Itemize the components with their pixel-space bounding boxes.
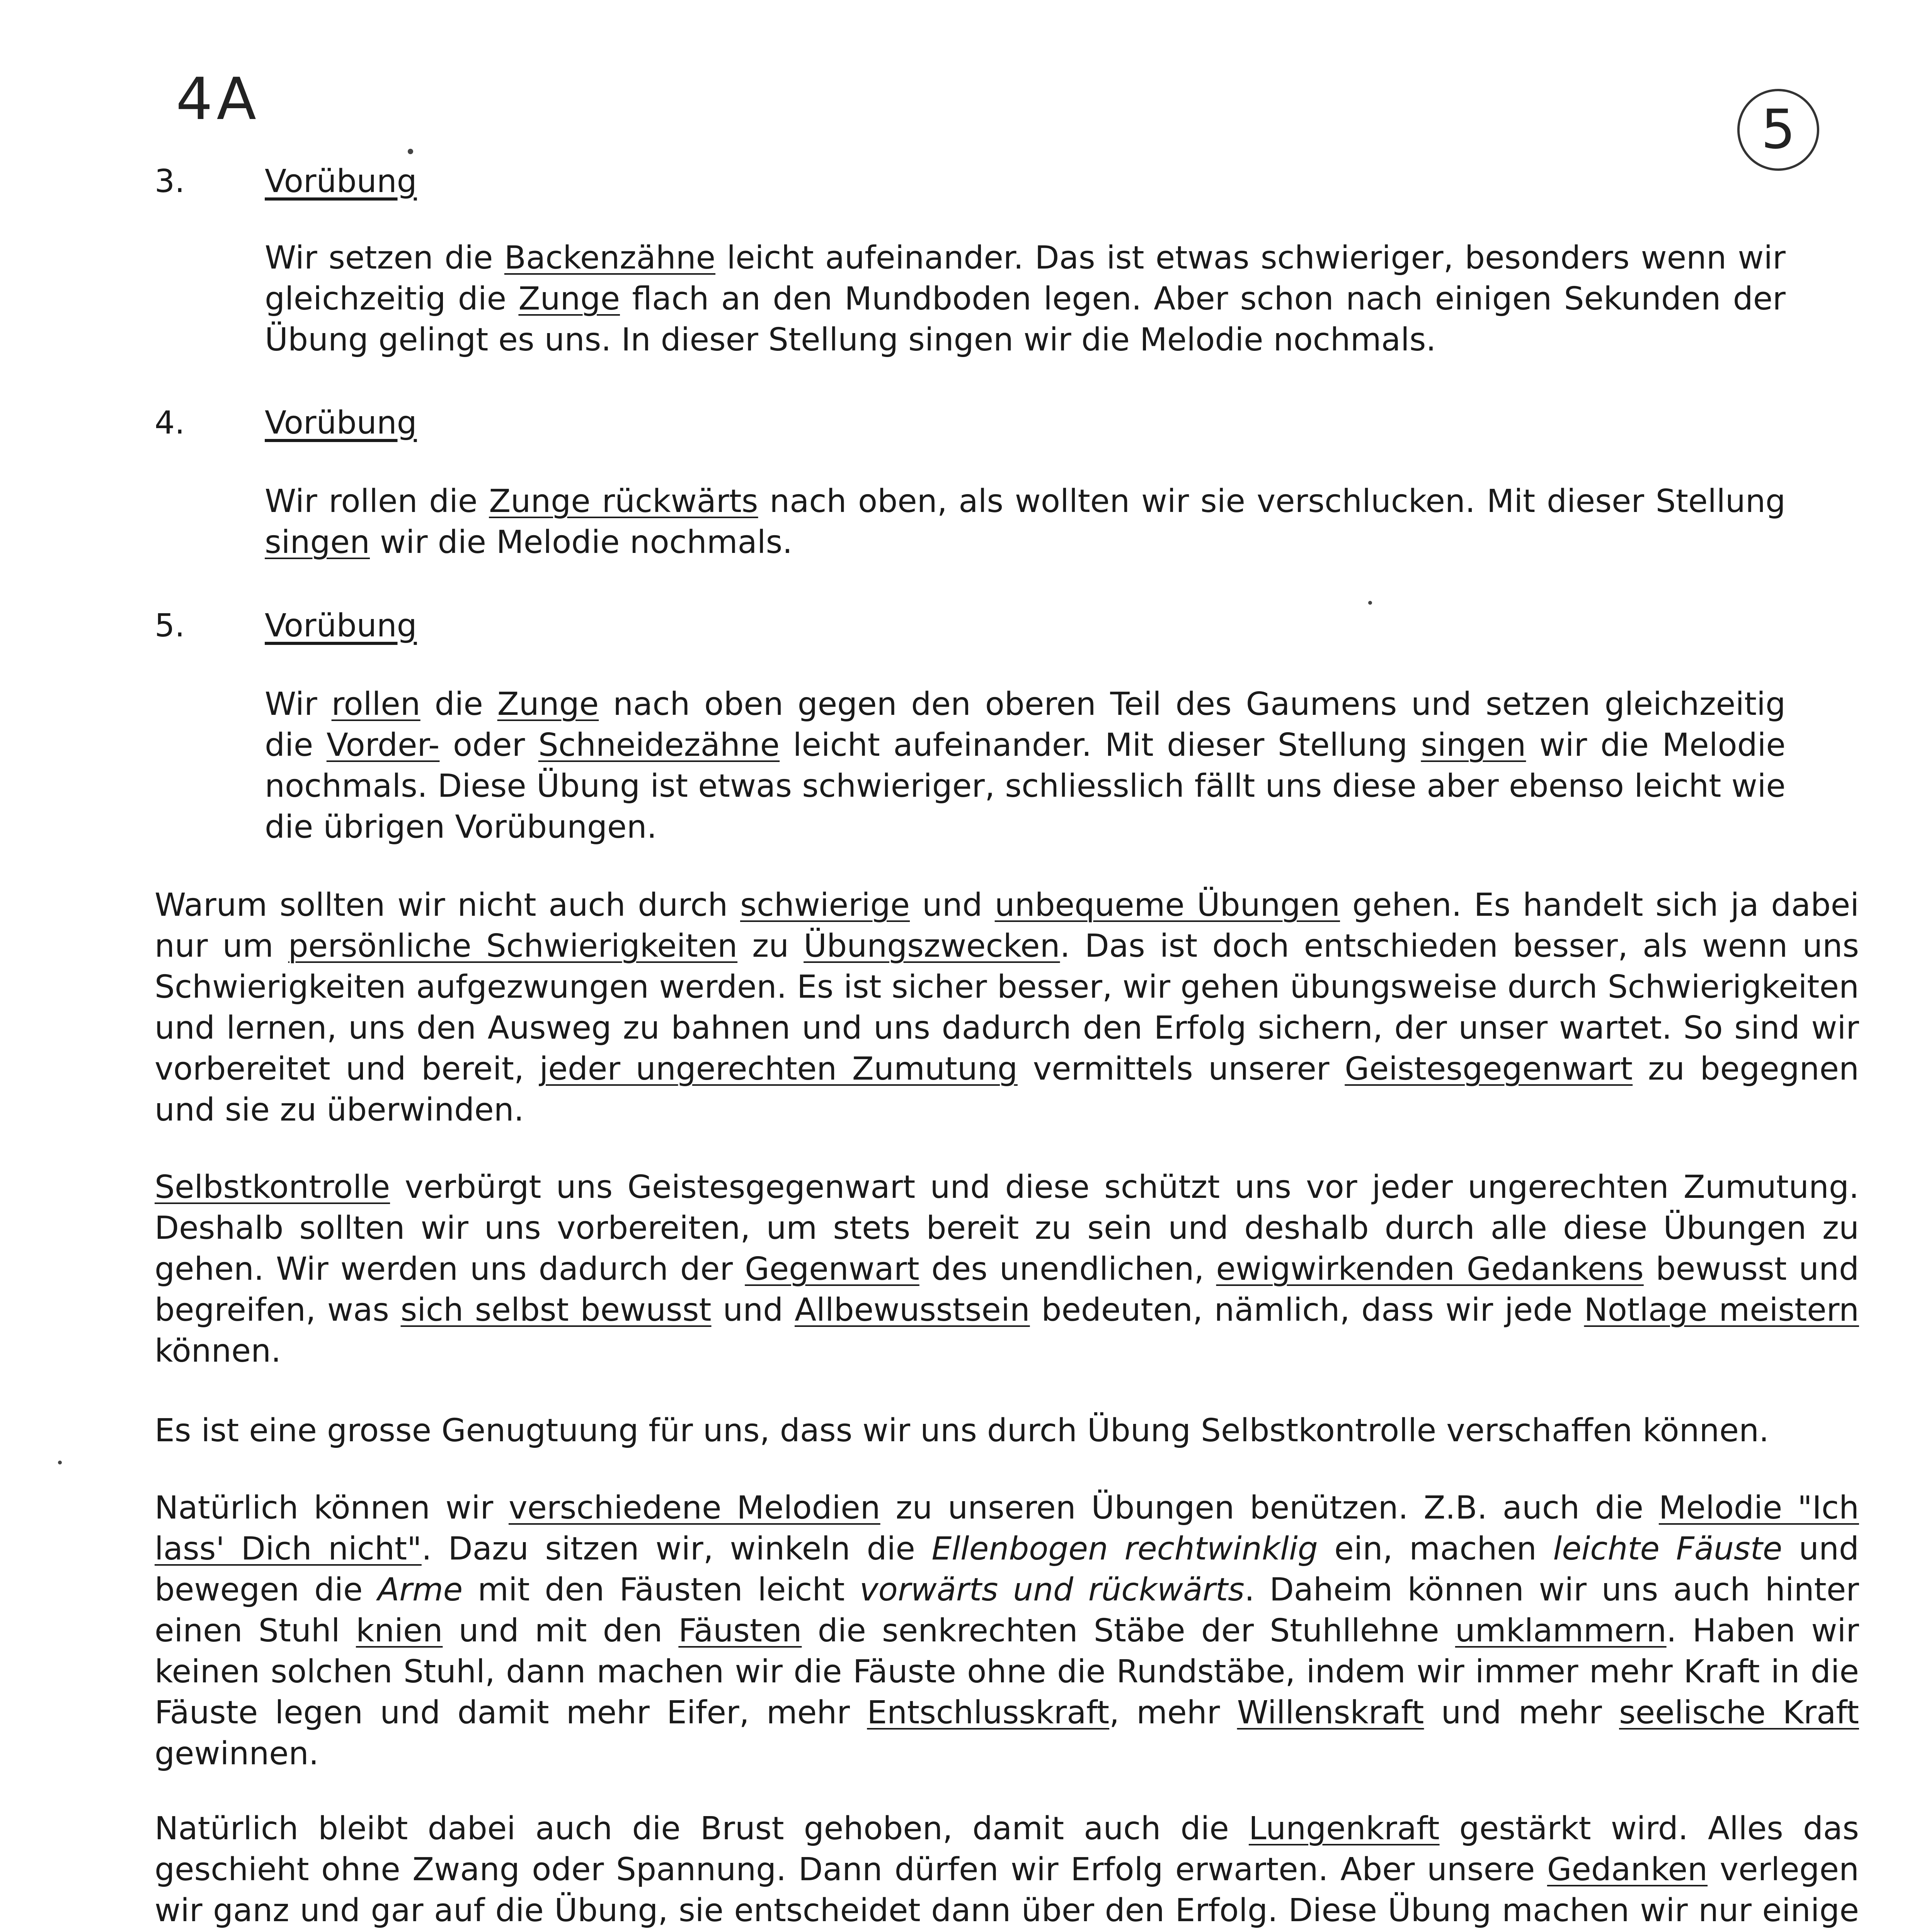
body-paragraph [155, 1488, 1859, 1774]
text-run: zu [737, 928, 804, 964]
text-run: Natürlich können wir [155, 1490, 509, 1526]
text-run: nach oben, als wollten wir sie verschlucken. Mit dieser Stellung [758, 483, 1786, 520]
text-run: , mehr [1109, 1694, 1237, 1731]
underlined-term: Zunge [497, 686, 599, 723]
underlined-term: Melodie "Ich lass' Dich nicht" [155, 1490, 1859, 1567]
text-run: . Das ist doch entschieden besser, als wenn uns Schwierigkeiten aufgezwungen werden. Es ist sicher besser, wir gehen übungsweise durch Schwierigkeiten und lernen, uns den Ausweg zu bahnen und uns dadurch den Erfolg sichern, der unser wartet. So sind wir vorbereitet und bereit, [155, 928, 1859, 1087]
text-run: bedeuten, nämlich, dass wir jede [1030, 1292, 1584, 1328]
underlined-term: knien [356, 1612, 443, 1649]
text-run: leicht aufeinander. Mit dieser Stellung [780, 727, 1421, 764]
text-run: wir die Melodie nochmals. [369, 524, 793, 561]
text-run: Wir [265, 686, 332, 723]
body-paragraph [155, 885, 1859, 1131]
exercise-title: Vorübung [265, 163, 417, 200]
exercise-text [265, 481, 1786, 563]
underlined-term: singen [1421, 727, 1526, 764]
text-run: Natürlich bleibt dabei auch die Brust gehoben, damit auch die [155, 1810, 1249, 1847]
text-run: . Daheim können wir uns auch hinter einen Stuhl [155, 1571, 1859, 1649]
underlined-term: Entschlusskraft [867, 1694, 1110, 1731]
underlined-term: Gedanken [1547, 1851, 1708, 1888]
handwritten-page-mark: 4A [176, 66, 260, 133]
underlined-term: Geistesgegenwart [1345, 1051, 1633, 1087]
underlined-term: rollen [331, 686, 421, 723]
exercise-title: Vorübung [265, 607, 417, 644]
underlined-term: Zunge [518, 281, 620, 317]
text-run: und [711, 1292, 795, 1328]
underlined-term: seelische Kraft [1619, 1694, 1859, 1731]
exercise-text [265, 684, 1786, 848]
text-run: können. [155, 1333, 281, 1369]
italic-term: Arme [378, 1571, 463, 1608]
text-run: gestärkt wird. Alles das geschieht ohne Zwang oder Spannung. Dann dürfen wir Erfolg erwarten. Aber unsere [155, 1810, 1859, 1888]
body-paragraph [155, 1167, 1859, 1372]
exercise-title: Vorübung [265, 405, 417, 441]
text-run: mit den Fäusten leicht [463, 1571, 860, 1608]
text-run: flach an den Mundboden legen. Aber schon nach einigen Sekunden der Übung gelingt es uns. In dieser Stellung singen wir die Melodie nochmals. [265, 281, 1786, 358]
underlined-term: Fäusten [678, 1612, 802, 1649]
underlined-term: umklammern [1455, 1612, 1667, 1649]
scan-speck [58, 1461, 62, 1464]
underlined-term: ewigwirkenden Gedankens [1216, 1251, 1644, 1287]
body-paragraph [155, 1410, 1859, 1451]
body-paragraph [155, 1808, 1859, 1932]
underlined-term: Schneidezähne [538, 727, 780, 764]
underlined-term: singen [265, 524, 370, 561]
scan-speck [1368, 601, 1372, 605]
exercise-number: 4. [155, 405, 185, 441]
text-run: leicht aufeinander. Das ist etwas schwieriger, besonders wenn wir gleichzeitig die [265, 240, 1786, 317]
italic-term: leichte Fäuste [1553, 1531, 1783, 1567]
underlined-term: Selbstkontrolle [155, 1169, 390, 1206]
underlined-term: Backenzähne [504, 240, 716, 276]
text-run: vermittels unserer [1017, 1051, 1345, 1087]
text-run: die [420, 686, 497, 723]
text-run: zu begegnen und sie zu überwinden. [155, 1051, 1859, 1128]
text-run: bewusst und begreifen, was [155, 1251, 1859, 1328]
text-run: nach oben gegen den oberen Teil des Gaumens und setzen gleichzeitig die [265, 686, 1786, 764]
exercise-number: 5. [155, 607, 185, 644]
underlined-term: schwierige [740, 887, 910, 923]
text-run: gehen. Es handelt sich ja dabei nur um [155, 887, 1859, 964]
text-run: Warum sollten wir nicht auch durch [155, 887, 741, 923]
underlined-term: Übungszwecken [804, 928, 1060, 964]
underlined-term: jeder ungerechten Zumutung [539, 1051, 1018, 1087]
text-run: gewinnen. [155, 1735, 319, 1772]
text-run: des unendlichen, [919, 1251, 1216, 1287]
italic-term: Ellenbogen rechtwinklig [931, 1531, 1318, 1567]
text-run: . Dazu sitzen wir, winkeln die [421, 1531, 932, 1567]
text-run: zu unseren Übungen benützen. Z.B. auch die [880, 1490, 1659, 1526]
text-run: oder [439, 727, 538, 764]
underlined-term: Lungenkraft [1248, 1810, 1440, 1847]
underlined-term: Zunge rückwärts [489, 483, 758, 520]
text-run: verbürgt uns Geistesgegenwart und diese schützt uns vor jeder ungerechten Zumutung. Deshalb sollten wir uns vorbereiten, um stets bereit zu sein und deshalb durch alle diese Übungen zu gehen. Wir werden uns dadurch der [155, 1169, 1859, 1287]
scan-speck [408, 149, 413, 154]
underlined-term: unbequeme Übungen [994, 887, 1340, 923]
underlined-term: verschiedene Melodien [508, 1490, 880, 1526]
text-run: Es ist eine grosse Genugtuung für uns, dass wir uns durch Übung Selbstkontrolle verschaffen können. [155, 1412, 1769, 1449]
exercise-text [265, 238, 1786, 361]
exercise-number: 3. [155, 163, 185, 200]
text-run: und mehr [1424, 1694, 1619, 1731]
underlined-term: Willenskraft [1237, 1694, 1424, 1731]
text-run: ein, machen [1318, 1531, 1553, 1567]
underlined-term: Allbewusstsein [794, 1292, 1030, 1328]
text-run: . Haben wir keinen solchen Stuhl, dann machen wir die Fäuste ohne die Rundstäbe, indem wir immer mehr Kraft in die Fäuste legen und damit mehr Eifer, mehr [155, 1612, 1859, 1731]
text-run: wir die Melodie nochmals. Diese Übung ist etwas schwieriger, schliesslich fällt uns diese aber ebenso leicht wie die übrigen Vorübungen. [265, 727, 1786, 845]
underlined-term: Vorder- [326, 727, 440, 764]
underlined-term: Gegenwart [745, 1251, 919, 1287]
handwritten-page-number: 5 [1737, 89, 1819, 171]
text-run: Wir rollen die [265, 483, 489, 520]
text-run: verlegen wir ganz und gar auf die Übung, sie entscheidet dann über den Erfolg. Diese Übung machen wir nur einige [155, 1851, 1859, 1929]
text-run: die senkrechten Stäbe der Stuhllehne [802, 1612, 1455, 1649]
text-run: und [910, 887, 995, 923]
underlined-term: Notlage meistern [1584, 1292, 1859, 1328]
underlined-term: sich selbst bewusst [400, 1292, 712, 1328]
text-run: Wir setzen die [265, 240, 504, 276]
text-run: und mit den [443, 1612, 679, 1649]
underlined-term: persönliche Schwierigkeiten [288, 928, 738, 964]
text-run: und bewegen die [155, 1531, 1859, 1608]
italic-term: vorwärts und rückwärts [860, 1571, 1245, 1608]
